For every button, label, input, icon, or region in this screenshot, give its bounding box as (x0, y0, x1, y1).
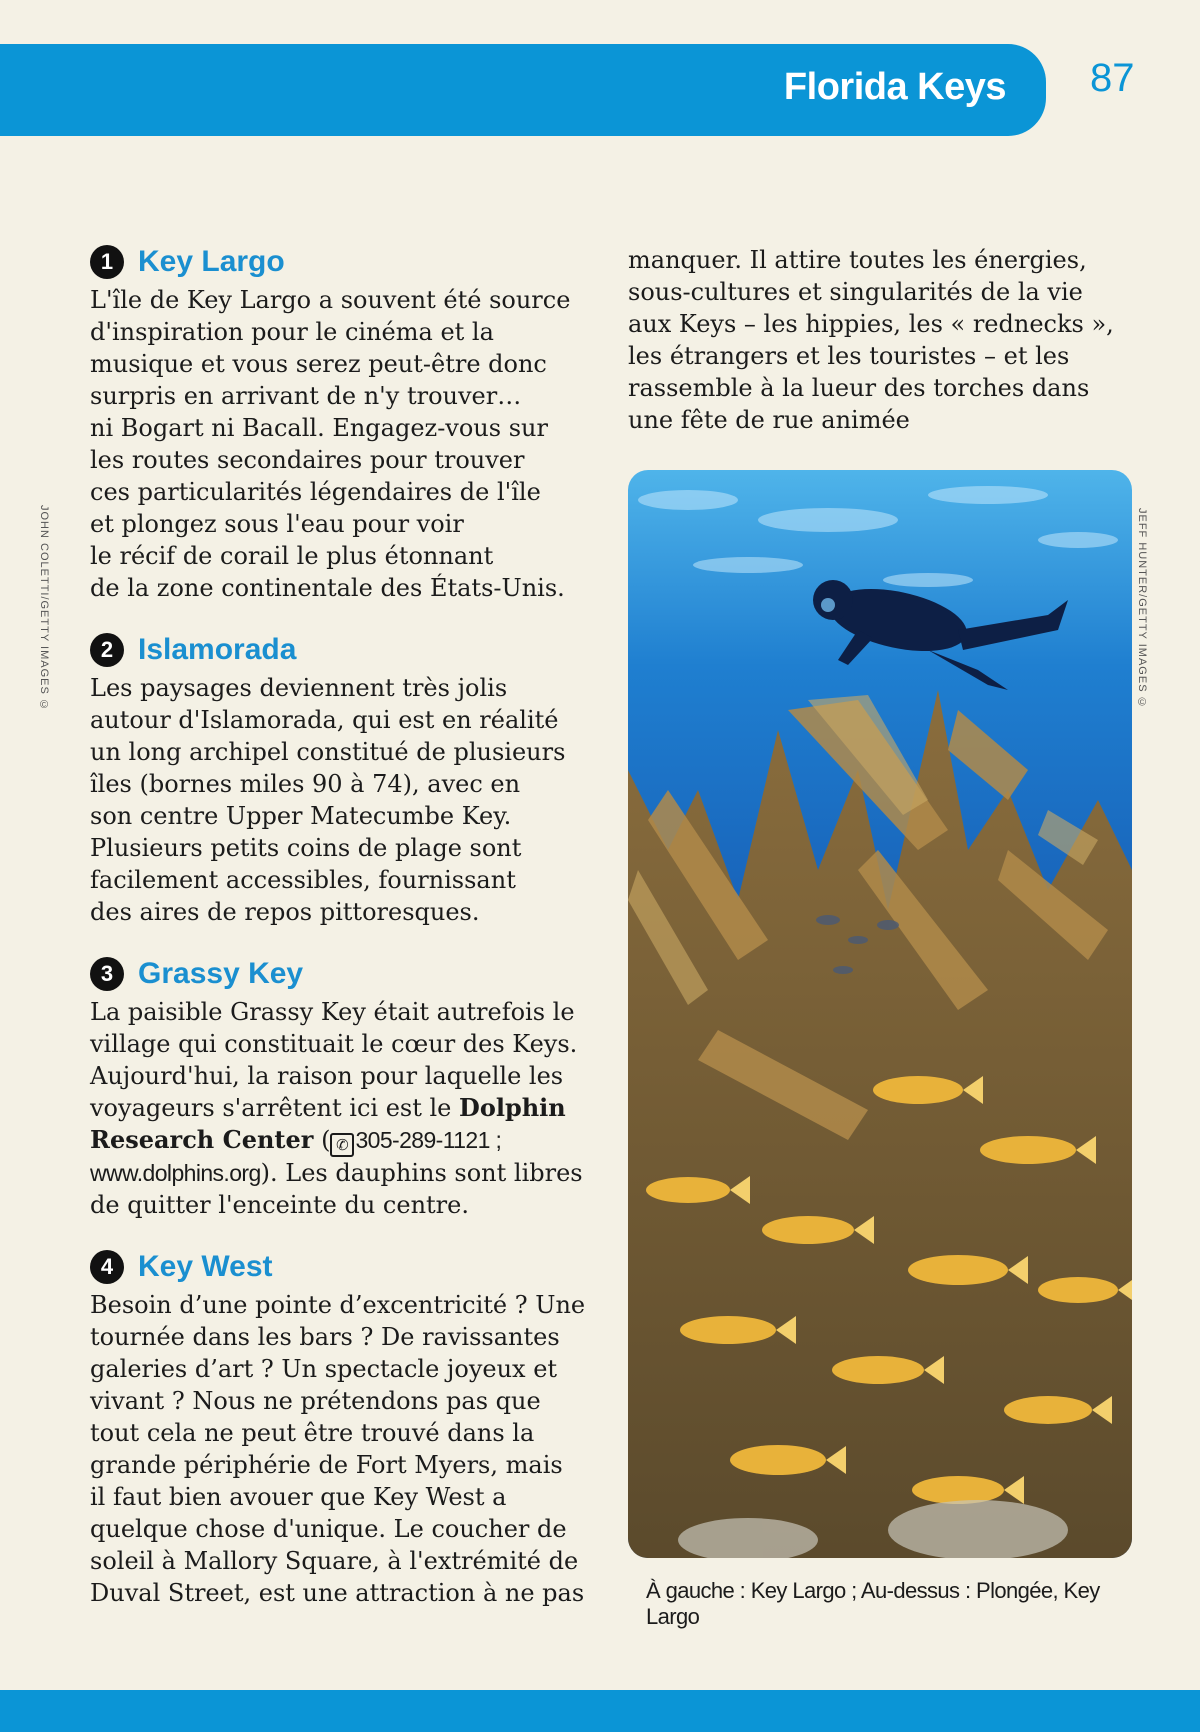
photo-credit-right: JEFF HUNTER/GETTY IMAGES © (1136, 508, 1148, 710)
text-line: ces particularités légendaires de l'île (90, 478, 541, 506)
text-line: manquer. Il attire toutes les énergies, (628, 246, 1087, 274)
section-heading (90, 244, 610, 280)
section-title: Key Largo (138, 245, 285, 278)
photo-credit-left: JOHN COLETTI/GETTY IMAGES © (38, 505, 50, 712)
header-band (0, 44, 1046, 136)
section-islamorada (90, 632, 610, 928)
text-line: Plusieurs petits coins de plage sont (90, 834, 522, 862)
section-title: Key West (138, 1250, 273, 1283)
section-heading (90, 956, 610, 992)
text-line: tout cela ne peut être trouvé dans la (90, 1419, 535, 1447)
text-line: de quitter l'enceinte du centre. (90, 1191, 469, 1219)
section-key-largo (90, 244, 610, 604)
website-link[interactable]: www.dolphins.org (90, 1160, 261, 1186)
section-body (90, 284, 610, 604)
number-badge: 2 (90, 633, 124, 667)
number-badge: 3 (90, 957, 124, 991)
text-line: un long archipel constitué de plusieurs (90, 738, 566, 766)
phone-icon: ✆ (330, 1133, 354, 1157)
section-grassy-key (90, 956, 610, 1221)
text-line: les routes secondaires pour trouver (90, 446, 525, 474)
chapter-title: Florida Keys (783, 66, 1006, 108)
text-line (90, 1157, 610, 1189)
text-line: Les paysages deviennent très jolis (90, 674, 508, 702)
text-line: de la zone continentale des États-Unis. (90, 574, 565, 602)
text-line: son centre Upper Matecumbe Key. (90, 802, 512, 830)
text-line: Aujourd'hui, la raison pour laquelle les (90, 1062, 564, 1090)
text-line: surpris en arrivant de n'y trouver… (90, 382, 522, 410)
text-line: ni Bogart ni Bacall. Engagez-vous sur (90, 414, 548, 442)
text-line: grande périphérie de Fort Myers, mais (90, 1451, 563, 1479)
continuation-text (628, 244, 1118, 436)
text-line: tournée dans les bars ? De ravissantes (90, 1323, 560, 1351)
phone-number: 305-289-1121 (355, 1127, 490, 1153)
text-line: vivant ? Nous ne prétendons pas que (90, 1387, 541, 1415)
section-body (90, 672, 610, 928)
photo-diver-coral-reef (628, 470, 1132, 1558)
text-line: Besoin d’une pointe d’excentricité ? Une (90, 1291, 586, 1319)
text-line: et plongez sous l'eau pour voir (90, 510, 464, 538)
text-line: aux Keys – les hippies, les « rednecks », (628, 310, 1114, 338)
section-title: Grassy Key (138, 957, 304, 990)
text-line: musique et vous serez peut-être donc (90, 350, 547, 378)
section-heading (90, 1249, 610, 1285)
footer-band (0, 1690, 1200, 1732)
venue-name: Research Center (90, 1125, 314, 1154)
text-line: îles (bornes miles 90 à 74), avec en (90, 770, 521, 798)
venue-name: Dolphin (459, 1093, 566, 1122)
text-line: soleil à Mallory Square, à l'extrémité de (90, 1547, 579, 1575)
text-line: une fête de rue animée (628, 406, 910, 434)
page-number: 87 (1090, 56, 1135, 100)
number-badge: 1 (90, 245, 124, 279)
section-body (90, 1289, 610, 1609)
section-key-west (90, 1249, 610, 1609)
text-line: il faut bien avouer que Key West a (90, 1483, 507, 1511)
text-line: rassemble à la lueur des torches dans (628, 374, 1090, 402)
text-line: les étrangers et les touristes – et les (628, 342, 1070, 370)
text-line: La paisible Grassy Key était autrefois le (90, 998, 575, 1026)
text-line: L'île de Key Largo a souvent été source (90, 286, 571, 314)
text-line (90, 1092, 610, 1124)
text-line: autour d'Islamorada, qui est en réalité (90, 706, 559, 734)
photo-caption: À gauche : Key Largo ; Au-dessus : Plongée, Key Largo (646, 1578, 1100, 1629)
text-line: d'inspiration pour le cinéma et la (90, 318, 494, 346)
text-run: ). Les dauphins sont libres (260, 1159, 583, 1187)
section-body (90, 996, 610, 1221)
number-badge: 4 (90, 1250, 124, 1284)
text-line: quelque chose d'unique. Le coucher de (90, 1515, 567, 1543)
left-column (90, 244, 610, 1637)
section-title: Islamorada (138, 633, 297, 666)
right-column (628, 244, 1118, 436)
text-line: Duval Street, est une attraction à ne pas (90, 1579, 585, 1607)
text-line (90, 1124, 610, 1157)
text-line: village qui constituait le cœur des Keys. (90, 1030, 578, 1058)
text-line: le récif de corail le plus étonnant (90, 542, 494, 570)
section-heading (90, 632, 610, 668)
text-run: ; (489, 1127, 502, 1153)
text-run: voyageurs s'arrêtent ici est le (90, 1094, 459, 1122)
text-line: des aires de repos pittoresques. (90, 898, 480, 926)
text-line: sous-cultures et singularités de la vie (628, 278, 1083, 306)
text-run: ( (313, 1126, 331, 1154)
text-line: galeries d’art ? Un spectacle joyeux et (90, 1355, 558, 1383)
text-line: facilement accessibles, fournissant (90, 866, 516, 894)
